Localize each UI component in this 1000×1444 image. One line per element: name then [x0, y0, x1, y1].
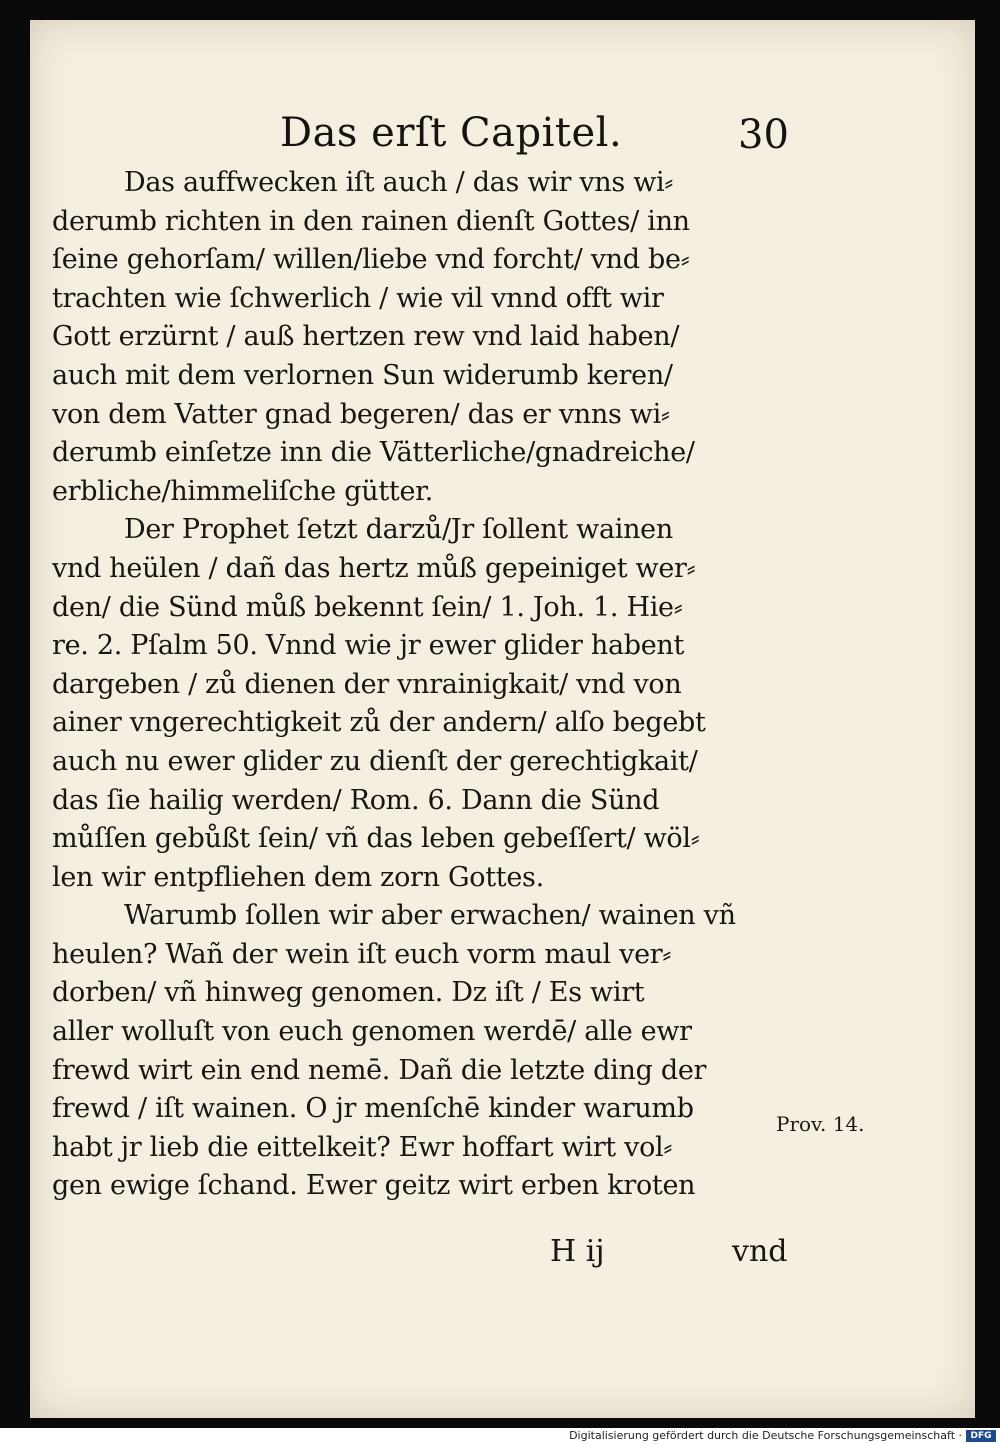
dfg-logo-icon: DFG: [966, 1430, 996, 1442]
marginal-note: Prov. 14.: [776, 1112, 865, 1136]
catchword: vnd: [732, 1234, 788, 1269]
text-line: Das auffwecken iſt auch / das wir vns wi⸗: [124, 167, 674, 198]
text-line: erbliche/himmeliſche gütter.: [52, 475, 434, 507]
text-line: aller wolluſt von euch genomen werdē/ alle ewr: [52, 1016, 692, 1048]
text-line: dorben/ vñ hinweg genomen. Dz iſt / Es wirt: [52, 977, 645, 1009]
text-line: gen ewige ſchand. Ewer geitz wirt erben kroten: [52, 1170, 696, 1202]
text-line: frewd / iſt wainen. O jr menſchē kinder warumb: [52, 1093, 694, 1125]
credit-bar: [0, 1428, 1000, 1444]
text-line: von dem Vatter gnad begeren/ das er vnns wi⸗: [52, 398, 670, 430]
text-line: das ſie hailig werden/ Rom. 6. Dann die Sünd: [52, 784, 660, 816]
text-line: Der Prophet ſetzt darzů/Jr ſollent wainen: [124, 514, 673, 546]
text-line: dargeben / zů dienen der vnrainigkait/ vnd von: [52, 668, 682, 700]
page-number: 30: [738, 112, 789, 158]
text-line: auch mit dem verlornen Sun widerumb keren/: [52, 359, 673, 391]
text-line: heulen? Wañ der wein iſt euch vorm maul ver⸗: [52, 938, 672, 970]
text-line: trachten wie ſchwerlich / wie vil vnnd offt wir: [52, 282, 664, 314]
text-line: den/ die Sünd můß bekennt ſein/ 1. Joh. 1. Hie⸗: [52, 591, 683, 623]
text-line: Gott erzürnt / auß hertzen rew vnd laid haben/: [52, 321, 680, 353]
book-page: [30, 20, 975, 1418]
text-line: derumb einſetze inn die Vätterliche/gnadreiche/: [52, 437, 695, 469]
text-line: vnd heülen / dañ das hertz můß gepeiniget wer⸗: [52, 552, 696, 584]
text-line: habt jr lieb die eittelkeit? Ewr hoffart wirt vol⸗: [52, 1131, 673, 1163]
text-line: re. 2. Pſalm 50. Vnnd wie jr ewer glider habent: [52, 630, 685, 662]
page-footer: [550, 1234, 810, 1274]
page-header: [30, 110, 975, 160]
text-line: len wir entpfliehen dem zorn Gottes.: [52, 861, 544, 893]
text-line: ſeine gehorſam/ willen/liebe vnd forcht/ vnd be⸗: [52, 244, 690, 276]
signature-mark: H ij: [550, 1234, 605, 1269]
text-line: auch nu ewer glider zu dienſt der gerechtigkait/: [52, 745, 698, 777]
running-title: Das erſt Capitel.: [280, 110, 623, 156]
text-line: ainer vngerechtigkeit zů der andern/ alſo begebt: [52, 707, 706, 739]
credit-text: Digitalisierung gefördert durch die Deutsche Forschungsgemeinschaft ·: [569, 1429, 962, 1442]
body-text: [52, 164, 792, 1206]
text-line: derumb richten in den rainen dienſt Gottes/ inn: [52, 205, 690, 237]
text-line: frewd wirt ein end nemē. Dañ die letzte ding der: [52, 1054, 707, 1086]
text-line: Warumb ſollen wir aber erwachen/ wainen vñ: [124, 900, 736, 932]
text-line: můſſen gebůßt ſein/ vñ das leben gebeſſert/ wöl⸗: [52, 823, 700, 855]
